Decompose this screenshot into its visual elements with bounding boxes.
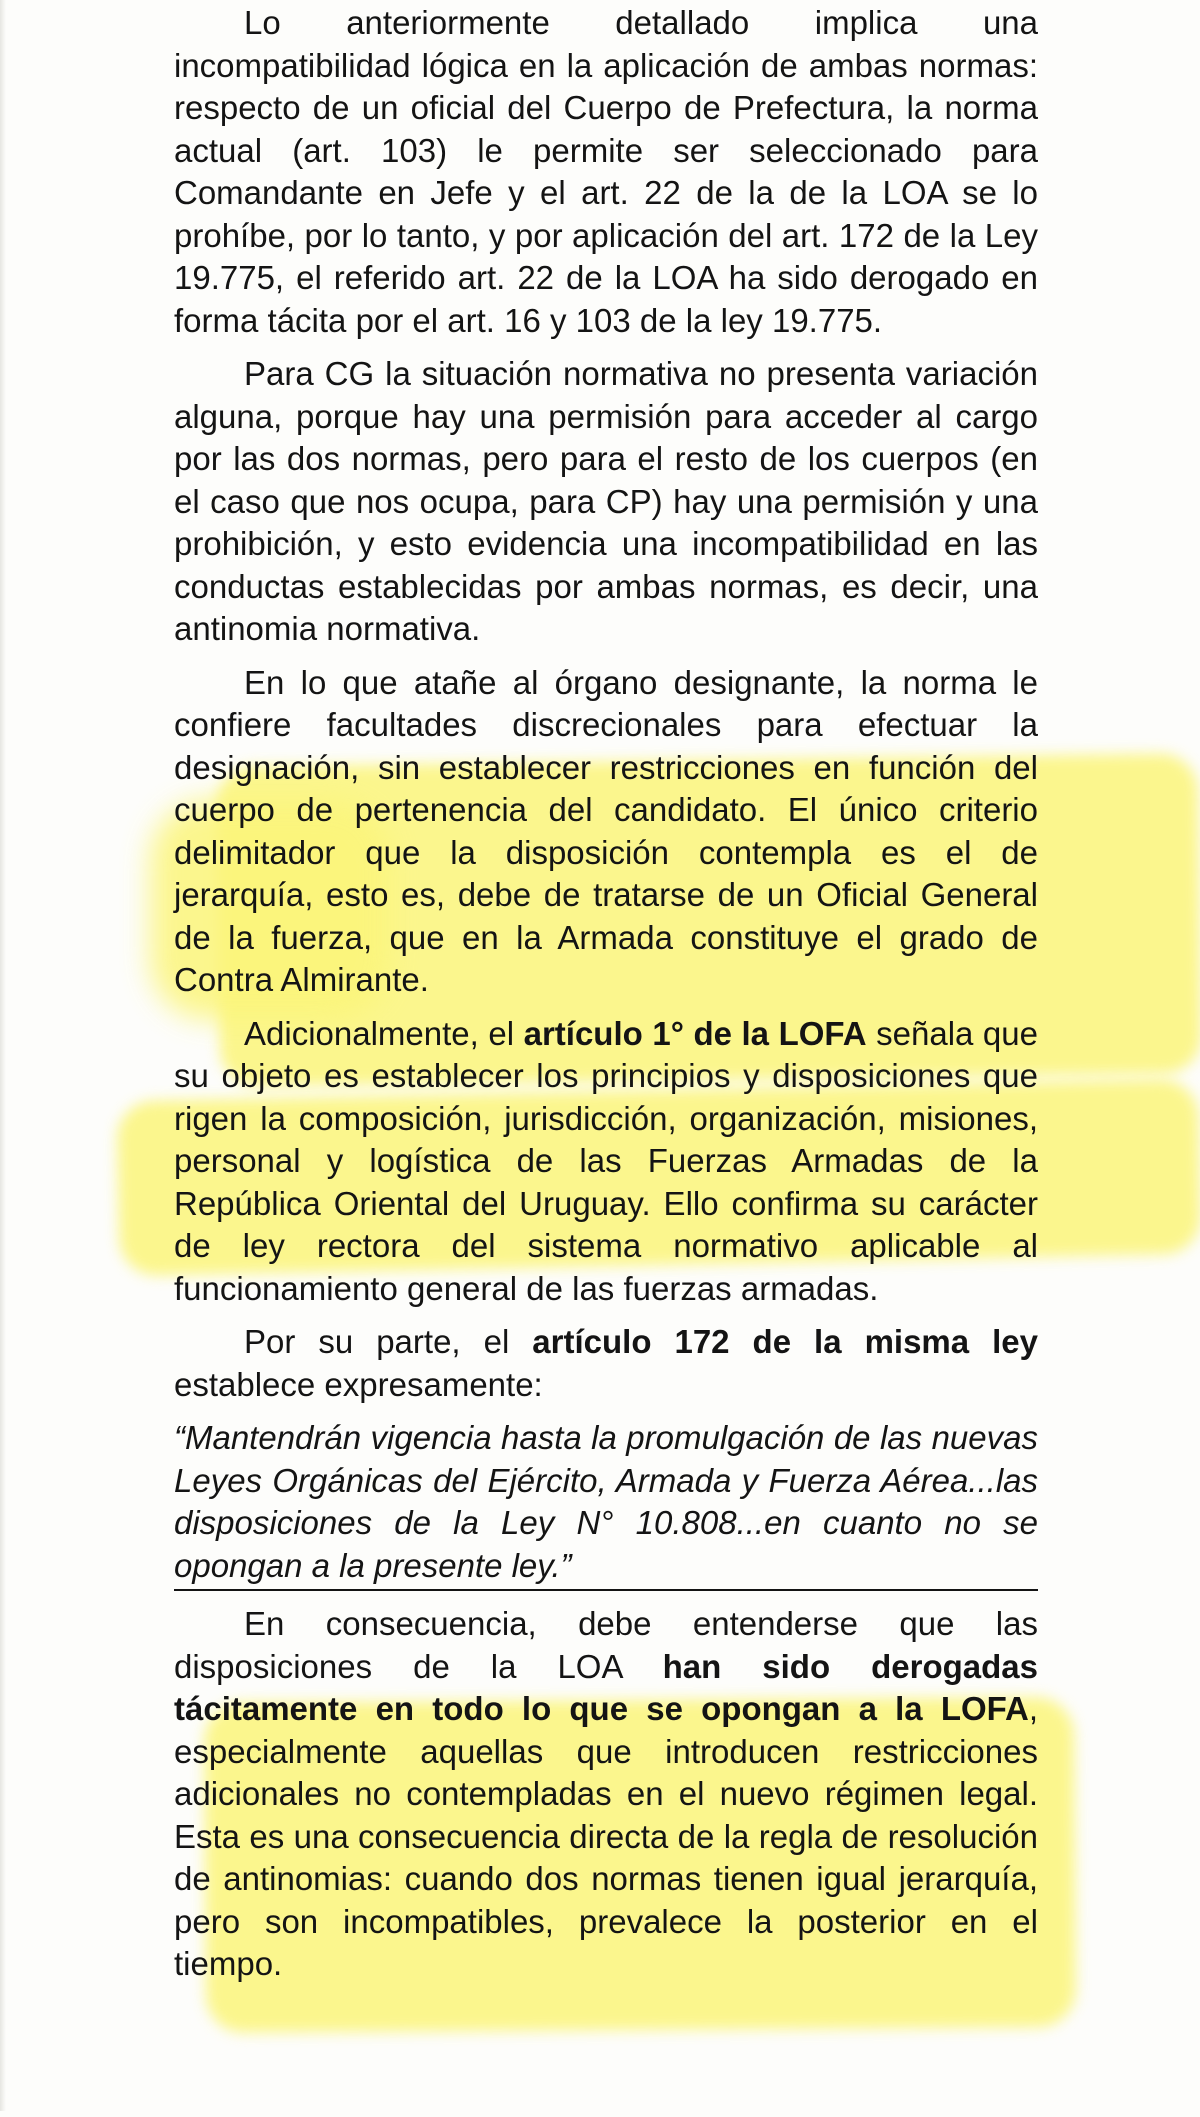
- block-quote: “Mantendrán vigencia hasta la promulgación de las nuevas Leyes Orgánicas del Ejército, Armada y Fuerza Aérea...las disposiciones de la Ley N° 10.808...en cuanto no se opongan a la presente ley.”: [174, 1417, 1038, 1591]
- paragraph-text: señala que su objeto es establecer los principios y disposiciones que rigen la composición, jurisdicción, organización, misiones, personal y logística de las Fuerzas Armadas de la República Oriental del Uruguay. Ello confirma su carácter de ley rectora del sistema normativo aplicable al funcionamiento general de las fuerzas armadas.: [174, 1014, 1038, 1307]
- page-bottom-edge: [0, 2111, 1200, 2117]
- document-body: [174, 2, 1038, 1997]
- paragraph-text: En consecuencia, debe entenderse que las disposiciones de la LOA: [174, 1605, 1038, 1685]
- paragraph-incompatibilidad: Lo anteriormente detallado implica una incompatibilidad lógica en la aplicación de ambas normas: respecto de un oficial del Cuerpo de Prefectura, la norma actual (art. 103) le permite ser seleccionado para Comandante en Jefe y el art. 22 de la de la LOA se lo prohíbe, por lo tanto, y por aplicación del art. 172 de la Ley 19.775, el referido art. 22 de la LOA ha sido derogado en forma tácita por el art. 16 y 103 de la ley 19.775.: [174, 4, 1038, 339]
- paragraph-articulo-1-lofa: [174, 1013, 1038, 1311]
- bold-conclusion: han sido derogadas tácitamente en todo lo que se opongan a la LOFA: [174, 1647, 1038, 1727]
- paragraph-situacion-normativa: Para CG la situación normativa no presenta variación alguna, porque hay una permisión para acceder al cargo por las dos normas, pero para el resto de los cuerpos (en el caso que nos ocupa, para CP) hay una permisión y una prohibición, y esto evidencia una incompatibilidad en las conductas establecidas por ambas normas, es decir, una antinomia normativa.: [174, 355, 1038, 647]
- paragraph-text: establece expresamente:: [174, 1365, 543, 1403]
- bold-reference: artículo 1° de la LOFA: [523, 1014, 867, 1052]
- page-edge: [0, 0, 6, 2117]
- bold-reference: artículo 172 de la misma ley: [532, 1323, 1038, 1360]
- paragraph-consecuencia: [174, 1603, 1038, 1986]
- paragraph-organo-designante: En lo que atañe al órgano designante, la norma le confiere facultades discrecionales para efectuar la designación, sin establecer restricciones en función del cuerpo de pertenencia del candidato. El único criterio delimitador que la disposición contempla es el de jerarquía, esto es, debe de tratarse de un Oficial General de la fuerza, que en la Armada constituye el grado de Contra Almirante.: [174, 663, 1038, 998]
- paragraph-text: , especialmente aquellas que introducen restricciones adicionales no contempladas en el nuevo régimen legal. Esta es una consecuencia directa de la regla de resolución de antinomias: cuando dos normas tienen igual jerarquía, pero son incompatibles, prevalece la posterior en el tiempo.: [174, 1690, 1038, 1982]
- paragraph-articulo-172: [174, 1321, 1038, 1406]
- paragraph-text: Por su parte, el: [244, 1323, 533, 1360]
- paragraph-text: Adicionalmente, el: [244, 1014, 524, 1052]
